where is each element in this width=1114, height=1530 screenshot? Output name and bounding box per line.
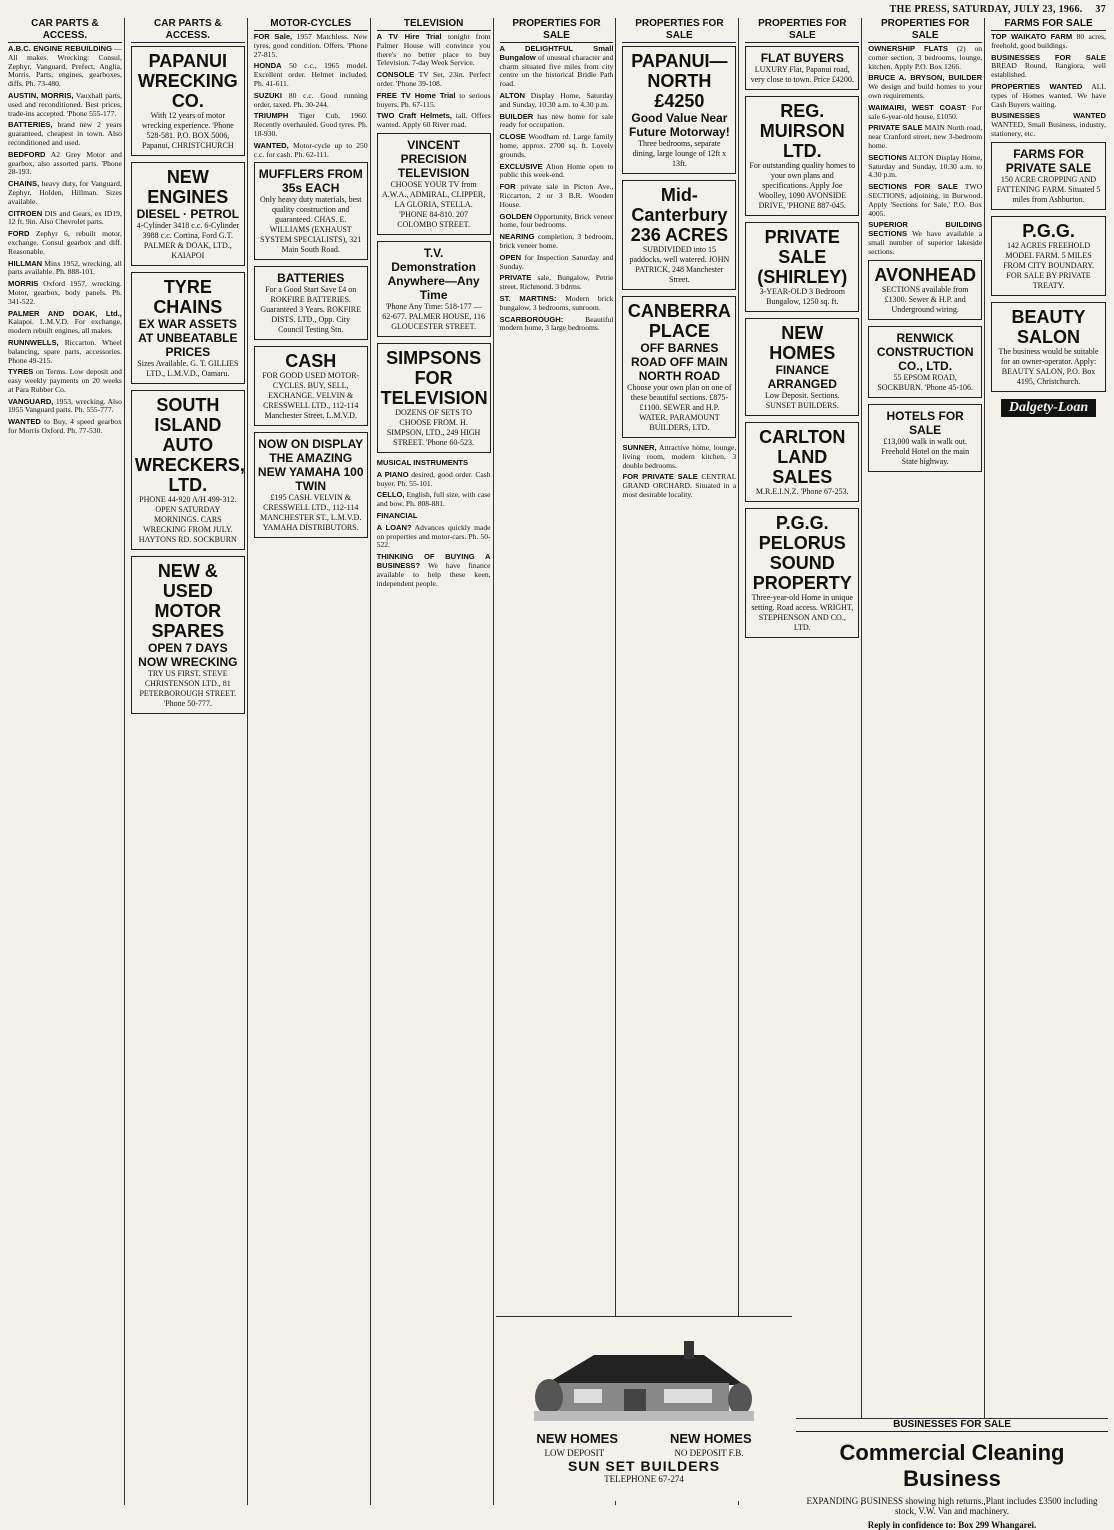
ad-body: 1957 Matchless. New tyres, good condition. Offers. 'Phone 27-815. [253,32,368,59]
classified-ad [377,33,491,68]
ad-keyword: FREE TV Home Trial [376,90,456,100]
display-ad-small: 150 ACRE CROPPING AND FATTENING FARM. Situated 5 miles from Ashburton. [996,174,1101,204]
ad-body: WANTED, Small Business, industry, stationery, etc. [991,120,1106,138]
classified-ad [500,213,614,231]
classified-ad [8,92,122,118]
ad-body: Zephyr 6, rebuilt motor, exchange. Consul gearbox and diff. Reasonable. [8,229,122,256]
classified-ad [868,221,982,256]
display-ad-small: FOR GOOD USED MOTOR-CYCLES. BUY, SELL, EXCHANGE. VELVIN & CRESSWELL LTD., 112-114 Manchester Street, L.M.V.D. [262,371,360,421]
ad-body: completion, 3 bedroom, brick veneer home. [499,232,614,250]
commercial-cleaning-ad [796,1418,1108,1530]
ad-body: on Terms. Low deposit and easy weekly payments on 20 weeks at Para Rubber Co. [8,367,122,394]
display-ad-small: SECTIONS available from £1300. Sewer & H.P. and Underground wiring. [881,284,969,314]
ad-keyword: WANTED [8,417,41,427]
display-ad-small: LUXURY Flat, Papanui road, very close to town. Price £4200. [750,65,854,84]
ad-body: 50 c.c., 1965 model. Excellent order. Helmet included. Ph. 41-611. [253,61,368,88]
column [989,18,1108,1505]
ad-body: tall. Offers wanted. Apply 60 River road. [376,111,491,130]
classified-ad [991,112,1106,138]
ad-body: Riccarton. Wheel balancing, spare parts, accessories. Phone 49-215. [8,337,122,365]
ad-keyword: GOLDEN [499,211,533,221]
ad-keyword: MUSICAL INSTRUMENTS [376,457,469,467]
column-heading: PROPERTIES FOR SALE [622,18,736,43]
ad-keyword: TWO Craft Helmets, [376,111,452,121]
classified-ad [8,180,122,206]
ad-keyword: TOP WAIKATO FARM [991,32,1073,41]
ad-keyword: FOR PRIVATE SALE [622,472,698,482]
ad-keyword: BUSINESSES FOR SALE [991,52,1106,62]
ad-body: to serious buyers. Ph. 67-115. [376,90,491,109]
ad-body: 80 acres, freehold, good buildings. [991,32,1106,50]
ad-body: — All makes. Wrecking: Consul, Zephyr, Vanguard, Prefect, Anglia, Morris. Parts, engines, gearboxes, diffs. Ph. 73-480. [8,44,122,89]
display-ad-small: 4-Cylinder 3418 c.c. 6-Cylinder 3988 c.c. Cortina, Ford G.T. PALMER & DOAK, LTD., KAIAPOI [136,221,240,260]
display-ad-small: DOZENS OF SETS TO CHOOSE FROM. H. SIMPSON, LTD., 249 HIGH STREET. 'Phone 60-523. [386,407,481,447]
classified-ad [868,154,982,180]
classified-ad [377,471,491,489]
column [252,18,371,1505]
display-ad-small: CHOOSE YOUR TV from A.W.A., ADMIRAL, CLIPPER, LA GLORIA, STELLA. 'PHONE 84-810. 207 COLOMBO STREET. [381,179,486,229]
new-homes-ad [496,1316,792,1501]
ad-keyword: CITROEN [8,208,43,218]
display-ad-mid: EX WAR ASSETS AT UNBEATABLE PRICES [138,317,238,359]
display-ad [745,422,859,502]
ad-body: A2 Grey Motor and gearbox, also assorted parts. 'Phone 28-193. [8,149,122,177]
display-ad-mid: HOTELS FOR SALE [886,408,964,437]
column [743,18,862,1505]
dalgety-logo: Dalgety-Loan [1001,399,1096,417]
ad-body: We design and build homes to your own requirements. [868,82,983,100]
display-ad-small: Low Deposit. Sections. SUNSET BUILDERS. [764,391,840,410]
column-heading: CAR PARTS & ACCESS. [131,18,245,43]
classified-ad [377,524,491,550]
ad-body: for Inspection Saturday and Sunday. [499,252,614,271]
ad-keyword: SECTIONS FOR SALE [868,182,958,192]
ad-body: sale, Bungalow, Petrie street, Richmond. 3 bdrms. [499,273,614,292]
display-ad [622,46,736,174]
ad-keyword: FOR [499,182,516,192]
ad-keyword: BRUCE A. BRYSON, BUILDER [868,73,983,83]
ad-body: has new home for sale ready for occupation. [499,111,614,130]
ad-body: We have finance available to help these keen, independent people. [376,560,491,588]
column-heading: PROPERTIES FOR SALE [745,18,859,43]
classified-ad [8,151,122,177]
classified-ad [8,310,122,336]
ad-keyword: MORRIS [8,279,39,289]
ad-body: DIS and Gears, ex ID19, 12 ft. 9in. Also Chevrolet parts. [8,208,122,227]
classified-ad [254,92,368,110]
ad-body: Minx 1952, wrecking, all parts available. Ph. 888-101. [8,258,122,277]
classified-ad [254,62,368,88]
classified-ad [8,368,122,394]
column-heading: CAR PARTS & ACCESS. [8,18,122,43]
ad-body: BREAD Round, Rangiora, well established. [991,61,1106,80]
display-ad [868,326,982,398]
low-deposit: LOW DEPOSIT [544,1448,605,1458]
ad-keyword: VANGUARD, [8,396,54,406]
ad-keyword: SECTIONS [868,152,908,162]
ad-keyword: WANTED, [253,140,289,150]
ad-body: For sale 6-year-old house, £1050. [868,102,983,121]
display-ad-mid: FLAT BUYERS [760,51,844,65]
ad-body: Beautiful modern home, 3 large bedrooms. [499,314,614,333]
ad-body: to Buy, 4 speed gearbox for Morris Oxford. Ph. 77-530. [8,417,122,436]
ad-keyword: HILLMAN [8,258,43,268]
display-ad-big: PRIVATE SALE (SHIRLEY) [757,227,848,287]
ad-keyword: BATTERIES, [8,120,53,130]
ad-keyword: CHAINS, [8,179,40,189]
classified-ad [8,45,122,89]
display-ad-mid: RENWICK CONSTRUCTION CO., LTD. [876,330,974,373]
column-heading: FARMS FOR SALE [991,18,1106,31]
ad-body: English, full size, with case and bow. Ph. 808-881. [376,490,491,509]
classified-ad [500,133,614,159]
display-ad-big: CARLTON LAND SALES [759,427,846,487]
classified-ad [500,274,614,292]
display-ad-small: For a Good Start Save £4 on ROKFIRE BATTERIES. Guaranteed 3 Years. ROKFIRE DISTS. LTD., Opp. City Council Testing Stn. [260,285,362,335]
display-ad [991,302,1106,392]
display-ad-small: Only heavy duty materials, best quality construction and guaranteed. CHAS. E. WILLIAMS (EXHAUST SYSTEM SPECIALISTS), 321 Main South Road. [259,195,362,255]
display-ad [745,46,859,90]
classified-ad [377,71,491,89]
display-ad-big: NEW HOMES [769,323,836,363]
ad-body: private sale in Picton Ave., Riccarton, 2 or 3 B.R. Wooden House. [499,182,614,209]
ad-keyword: SCARBOROUGH: [499,314,564,324]
ad-body: Tiger Cub, 1960. Recently overhauled. Good tyres. Ph. 18-930. [253,111,368,138]
display-ad-big: PAPANUI WRECKING CO. [137,51,238,111]
ad-body: We have available a small number of superior lakeside sections. [868,229,983,256]
display-ad-mid: FARMS FOR PRIVATE SALE [1005,146,1092,175]
display-ad [622,296,736,438]
display-ad [131,390,245,550]
display-ad [745,96,859,216]
display-ad [868,404,982,472]
ad-keyword: BUILDER [499,111,534,121]
display-ad-small: Sizes Available. G. T. GILLIES LTD., L.M.V.D., Oamaru. [137,359,239,378]
classified-ad [8,121,122,147]
column [866,18,985,1505]
display-ad [745,508,859,638]
classified-ad [377,112,491,130]
ad-keyword: OPEN [499,252,522,262]
display-ad [745,318,859,416]
display-ad-small: The business would be suitable for an owner-operator. Apply: BEAUTY SALON, P.O. Box 4195, Christchurch. [998,346,1099,386]
display-ad-big: NEW & USED MOTOR SPARES [151,561,225,641]
column-heading: MOTOR-CYCLES [254,18,368,31]
ad-keyword: CELLO, [376,490,405,500]
display-ad-mid: Good Value Near Future Motorway! [629,111,730,139]
commercial-title: Commercial Cleaning Business [839,1440,1065,1491]
paper-title: THE PRESS, SATURDAY, JULY 23, 1966. [889,4,1083,15]
display-ad-small: £13,000 walk in walk out. Freehold Hotel on the main State highway. [881,436,970,466]
display-ad-small: TRY US FIRST. STEVE CHRISTENSON LTD., 81 PETERBOROUGH STREET. 'Phone 50-777. [139,669,237,708]
ad-keyword: A TV Hire Trial [376,32,442,41]
classified-ad [500,254,614,272]
house-illustration [534,1325,754,1421]
display-ad-small: 55 EPSOM ROAD, SOCKBURN. 'Phone 45-106. [877,372,973,392]
display-ad [991,216,1106,296]
display-ad-mid: T.V. Demonstration Anywhere—Any Time [387,245,480,302]
display-ad-mid: FINANCE ARRANGED [767,363,837,391]
ad-keyword: CLOSE [499,132,526,142]
display-ad-big: P.G.G. PELORUS SOUND PROPERTY [752,513,852,593]
ad-keyword: PRIVATE [499,273,532,283]
display-ad-small: For outstanding quality homes to your own plans and specifications. Apply Joe Woolley, 1090 AVONSIDE DRIVE, 'PHONE 887-045. [749,161,856,210]
display-ad-small: 142 ACRES FREEHOLD MODEL FARM. 5 MILES FROM CITY BOUNDARY. FOR SALE BY PRIVATE TREATY. [1003,240,1094,290]
ad-body: MAIN North road, near Cranford street, new 3-bedroom home. [868,123,983,150]
classified-columns [6,18,1108,1505]
display-ad-big: Mid-Canterbury 236 ACRES [630,185,729,245]
ad-body: desired, good order. Cash buyer. Ph. 55-101. [376,469,491,488]
display-ad-big: BEAUTY SALON [1011,306,1086,347]
ad-body: brand new 2 years guaranteed, cheapest in town. Also reconditioned and used. [8,120,122,147]
ad-keyword: ALTON [499,90,525,100]
display-ad [622,180,736,290]
ad-keyword: FINANCIAL [376,510,418,520]
column [620,18,739,1505]
display-ad-small: £195 CASH. VELVIN & CRESSWELL LTD., 112-114 MANCHESTER ST., L.M.V.D. YAMAHA DISTRIBUTORS. [259,493,362,533]
builder-phone: TELEPHONE 67-274 [604,1474,684,1484]
display-ad [131,162,245,266]
ad-body: Kaiapoi. L.M.V.D. For exchange, modern rebuilt engines, all makes. [8,317,122,336]
display-ad-big: SOUTH ISLAND AUTO WRECKERS, LTD. [134,395,245,495]
ad-keyword: PRIVATE SALE [868,123,923,133]
classified-ad [8,260,122,278]
classified-ad [500,45,614,89]
classified-ad [868,183,982,218]
classified-ad [622,473,736,499]
column-heading: PROPERTIES FOR SALE [500,18,614,43]
ad-keyword: PROPERTIES WANTED [991,81,1083,91]
ad-body: ALL types of Homes wanted. We have Cash Buyers waiting. [991,81,1106,109]
new-homes-right: NEW HOMES [670,1431,752,1446]
display-ad-mid: VINCENT PRECISION TELEVISION [397,137,470,180]
classified-ad [377,459,491,468]
column-heading: TELEVISION [377,18,491,31]
ad-keyword: SUNNER, [622,443,657,452]
classified-ad [377,491,491,509]
commercial-text: EXPANDING BUSINESS showing high returns. Plant includes £3500 including stock, V.W. Van and machinery. [806,1496,1098,1516]
display-ad-mid: NOW ON DISPLAY THE AMAZING NEW YAMAHA 100 TWIN [257,437,364,494]
classified-ad [377,512,491,521]
display-ad-small: PHONE 44-920 A/H 499-312. OPEN SATURDAY MORNINGS. CARS WRECKING FROM JULY. HAYTONS RD. SOCKBURN [138,495,237,544]
ad-body: Vauxhall parts, used and reconditioned. Best prices, trade-ins accepted. 'Phone 555-177. [8,90,122,118]
commercial-heading: BUSINESSES FOR SALE [796,1419,1108,1432]
ad-keyword: HONDA [253,61,282,71]
classified-ad [500,316,614,334]
classified-ad [8,398,122,416]
commercial-reply: Reply in confidence to: Box 299 Whangarei. [867,1520,1037,1530]
display-ad-big: AVONHEAD [874,264,976,285]
classified-ad [8,230,122,256]
column [6,18,125,1505]
column [375,18,494,1505]
classified-ad [377,92,491,110]
classified-ad [500,163,614,181]
display-ad-small: Choose your own plan on one of these beautiful sections. £875-£1100. SEWER and H.P. WATER. PARAMOUNT BUILDERS, LTD. [627,383,732,432]
column-heading: PROPERTIES FOR SALE [868,18,982,43]
display-ad [254,266,368,340]
classified-ad [991,54,1106,80]
ad-keyword: A PIANO [376,469,409,479]
display-ad [131,46,245,156]
ad-keyword: BUSINESSES WANTED [991,111,1106,121]
display-ad-big: P.G.G. [1022,220,1075,241]
classified-ad [991,33,1106,51]
ad-keyword: SUZUKI [253,90,283,100]
ad-keyword: SUPERIOR BUILDING SECTIONS [868,220,983,239]
display-ad-mid: OFF BARNES ROAD OFF MAIN NORTH ROAD [631,341,728,383]
ad-keyword: FOR Sale, [253,32,293,41]
display-ad [254,346,368,426]
ad-keyword: AUSTIN, MORRIS, [8,90,74,100]
ad-body: (2) on corner section, 3 bedrooms, lounge, kitchen. Apply P.O. Box 1266. [868,44,983,71]
no-deposit: NO DEPOSIT F.B. [674,1448,744,1458]
ad-body: Display Home, Saturday and Sunday, 10.30 a.m. to 4.30 p.m. [499,90,614,109]
ad-body: tonight from Palmer House will convince you there's no better place to buy Television. 7-day Week Service. [376,32,491,68]
display-ad-small: With 12 years of motor wrecking experience. 'Phone 528-581. P.O. BOX 5006, Papanui, CHRISTCHURCH [141,111,234,150]
classified-ad [254,33,368,59]
display-ad-small: M.R.E.I.N.Z. 'Phone 67-253. [755,487,849,496]
display-ad-mid: BATTERIES [277,271,345,286]
ad-keyword: CONSOLE [376,70,415,80]
builder-name: SUN SET BUILDERS [567,1458,721,1474]
page-header [890,4,1106,15]
ad-keyword: RUNNWELLS, [8,337,59,347]
classified-ad [500,295,614,313]
ad-keyword: BEDFORD [8,149,46,159]
ad-body: Alton Home open to public this week-end. [499,161,614,180]
ad-keyword: PALMER AND DOAK, Ltd., [8,308,122,318]
display-ad-big: PAPANUI—NORTH £4250 [631,51,728,111]
classified-ad [622,444,736,470]
display-ad [377,343,491,453]
classified-ad [500,92,614,110]
ad-keyword: A LOAN? [376,522,412,532]
new-homes-left: NEW HOMES [536,1431,618,1446]
display-ad-mid: OPEN 7 DAYS NOW WRECKING [138,641,238,669]
classified-ad [868,74,982,100]
display-ad [131,272,245,384]
classified-ad [377,553,491,588]
display-ad-mid: MUFFLERS FROM 35s EACH [258,167,363,196]
ad-body: TWO SECTIONS, adjoining, in Burwood. Apply 'Sections for Sale,' P.O. Box 4005. [868,182,983,218]
ad-keyword: A.B.C. ENGINE REBUILDING [8,44,113,53]
ad-keyword: OWNERSHIP FLATS [868,44,948,53]
column [129,18,248,1505]
ad-body: Motor-cycle up to 250 c.c. for cash. Ph. 62-111. [253,140,368,159]
display-ad [254,432,368,538]
display-ad [868,260,982,320]
ad-keyword: NEARING [499,232,535,242]
display-ad [131,556,245,714]
display-ad-big: TYRE CHAINS [153,277,223,317]
classified-ad [868,124,982,150]
display-ad-small: SUBDIVIDED into 15 paddocks, well watered. JOHN PATRICK, 248 Manchester Street. [629,245,730,284]
classified-ad [868,104,982,122]
display-ad-small: 'Phone Any Time: 518-177 — 62-677. PALMER HOUSE, 116 GLOUCESTER STREET. [382,301,485,331]
display-ad-small: Three bedrooms, separate dining, large lounge of 12ft x 13ft. [632,139,727,168]
column [498,18,617,1505]
ad-keyword: TRIUMPH [253,111,289,121]
page-number: 37 [1095,4,1106,15]
display-ad [254,162,368,260]
classified-ad [254,112,368,138]
ad-keyword: EXCLUSIVE [499,161,543,171]
ad-body: 80 c.c. Good running order, taxed. Ph. 30-244. [253,90,368,109]
ad-body: Opportunity, Brick veneer home, four bedrooms. [499,211,614,230]
classified-ad [868,45,982,71]
ad-body: 1953, wrecking. Also 1955 Vanguard parts. Ph. 555-777. [8,396,122,415]
classified-ad [500,113,614,131]
display-ad [745,222,859,312]
display-ad-mid: DIESEL · PETROL [136,207,240,221]
display-ad [377,133,491,235]
ad-keyword: THINKING OF BUYING A BUSINESS? [376,552,491,570]
classified-ad [991,83,1106,109]
display-ad-big: REG. MUIRSON LTD. [759,101,845,161]
classified-ad [8,210,122,228]
display-ad-big: SIMPSONS FOR TELEVISION [380,347,488,408]
classified-ad [8,339,122,365]
classified-ad [8,418,122,436]
classified-ad [254,142,368,160]
ad-body: Oxford 1957, wrecking. Motor, gearbox, body panels. Ph. 341-522. [8,279,122,306]
classified-ad [500,183,614,209]
ad-keyword: FORD [8,229,30,239]
display-ad-big: CANBERRA PLACE [627,301,731,341]
ad-keyword: TYRES [8,367,34,377]
display-ad-small: 3-YEAR-OLD 3 Bedroom Bungalow, 1250 sq. ft. [759,287,845,306]
ad-keyword: ST. MARTINS: [499,293,557,303]
classified-ad [500,233,614,251]
ad-body: TV Set, 23in. Perfect order. 'Phone 39-108. [376,70,491,88]
ad-body: heavy duty, for Vanguard, Zephyr, Holden, Hillman. Sizes available. [8,179,122,206]
ad-body: CENTRAL GRAND ORCHARD. Situated in a most desirable locality. [622,472,737,499]
ad-body: Woodham rd. Large family home, approx. 2700 sq. ft. Lovely grounds. [499,132,614,159]
ad-keyword: A DELIGHTFUL Small Bungalow [499,44,614,62]
ad-body: of unusual character and charm situated five miles from city centre on the historical Bridle Path road. [499,52,614,89]
display-ad [991,142,1106,210]
ad-keyword: WAIMAIRI, WEST COAST [868,102,967,112]
display-ad [377,241,491,337]
ad-body: Modern brick bungalow, 3 bedrooms, sunroom. [499,293,614,312]
display-ad-big: CASH [285,351,337,372]
ad-body: Attractive home, lounge, living room, modern kitchen, 3 double bedrooms. [622,443,737,470]
display-ad-small: Three-year-old Home in unique setting. Road access. WRIGHT, STEPHENSON AND CO., LTD. [751,593,854,632]
display-ad-big: NEW ENGINES [147,167,229,207]
ad-body: ALTON Display Home, Saturday and Sunday, 10.30 a.m. to 4.30 p.m. [868,152,983,180]
ad-body: Advances quickly made on properties and motor-cars. Ph. 50-522. [376,522,491,550]
classified-ad [8,280,122,306]
